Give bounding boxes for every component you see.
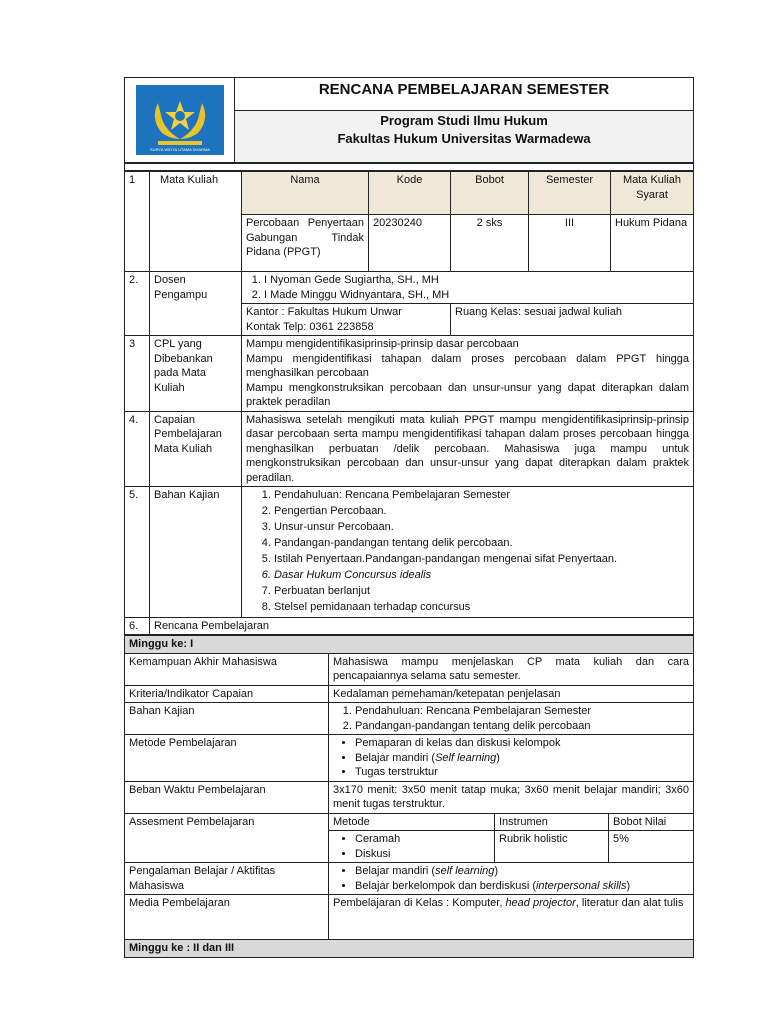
week1-bahan-label: Bahan Kajian [125,703,329,735]
week1-bahan-item: 1. Pendahuluan: Rencana Pembelajaran Semester [355,704,689,719]
col-semester: Semester [529,172,611,215]
pengalaman-term: interpersonal skills [535,879,627,892]
document-title: RENCANA PEMBELAJARAN SEMESTER [235,78,694,111]
col-bobot: Bobot [451,172,529,215]
metode-term: Self learning [435,751,497,764]
university-logo [136,85,224,155]
bahan-item: 4. Pandangan-pandangan tentang delik percobaan. [274,536,689,552]
course-table [124,171,694,635]
pengalaman-list [329,863,694,895]
cpl-line: Mampu mengidentifikasiprinsip-prinsip dasar percobaan [246,338,519,351]
week1-table [124,635,694,958]
pengalaman-term: self learning [435,865,495,878]
media-label: Media Pembelajaran [125,895,329,940]
week1-bahan-list [329,703,694,735]
course-semester: III [529,215,611,272]
asesmen-label: Assesment Pembelajaran [125,813,329,863]
beban-text: 3x170 menit: 3x50 menit tatap muka; 3x60 menit belajar mandiri; 3x60 menit tugas terstruktur. [329,781,694,813]
rps-document [124,77,694,958]
asesmen-bobot: 5% [609,831,694,863]
metode-label: Metode Pembelajaran [125,735,329,782]
bahan-item: 6. Dasar Hukum Concursus idealis [274,568,689,584]
pengalaman-text: ) [494,865,499,878]
faculty-name: Fakultas Hukum Universitas Warmadewa [337,131,591,147]
row-1-number: 1 [125,172,150,272]
logo-caption: SURYA WIDYA UTAMA DHARMA [149,147,210,152]
spacer-table [124,163,694,171]
dosen-label: Dosen Pengampu [150,272,242,336]
program-faculty [235,110,694,162]
row-5-number: 5. [125,487,150,618]
pengalaman-label: Pengalaman Belajar / Aktifitas Mahasiswa [125,863,329,895]
logo-cell [125,78,235,163]
cpl-line: Mampu mengkonstruksikan percobaan dan unsur-unsur yang dapat diterapkan dalam praktek peradilan [246,381,689,409]
col-syarat: Mata Kuliah Syarat [611,172,694,215]
classroom: Ruang Kelas: sesuai jadwal kuliah [451,304,694,336]
row-2-number: 2. [125,272,150,336]
metode-list [329,735,694,782]
contact-phone: Kontak Telp: 0361 223858 [246,320,374,333]
metode-text: Belajar mandiri ( [355,751,436,764]
bahan-item: 1. Pendahuluan: Rencana Pembelajaran Semester [274,488,689,504]
cpl-label: CPL yang Dibebankan pada Mata Kuliah [150,336,242,412]
pengalaman-item [355,879,689,894]
metode-text: ) [496,751,500,764]
asesmen-col-bobot: Bobot Nilai [609,813,694,831]
media-part: Pembelajaran di Kelas : Komputer, [333,897,506,910]
course-prerequisite: Hukum Pidana [611,215,694,272]
office: Kantor : Fakultas Hukum Unwar [246,306,402,319]
asesmen-col-instrumen: Instrumen [495,813,609,831]
beban-label: Beban Waktu Pembelajaran [125,781,329,813]
course-credits: 2 sks [451,215,529,272]
cpl-line: Mampu mengidentifikasi tahapan dalam proses percobaan dalam PPGT hingga menghasilkan percobaan [246,352,689,380]
header-table [124,77,694,163]
media-text [329,895,694,940]
row-6-number: 6. [125,617,150,635]
bahan-item: 7. Perbuatan berlanjut [274,584,689,600]
metode-item: • Tugas terstruktur [355,765,689,780]
program-name: Program Studi Ilmu Hukum [380,112,548,128]
course-code: 20230240 [369,215,451,272]
cpmk-content: Mahasiswa setelah mengikuti mata kuliah PPGT mampu mengidentifikasiprinsip-prinsip dasar percobaan serta mampu mengidentifikasi tahapan dalam proses percobaan hingga menghasilkan perbuatan /delik percobaan. Mahasiswa juga mampu untuk mengkonstruksikan percobaan dan unsur-unsur yang dapat diterapkan dalam praktek peradilan. [242,411,694,487]
pengalaman-text: Belajar berkelompok dan berdiskusi ( [355,879,536,892]
asesmen-metode-item: • Diskusi [355,847,490,862]
rencana-label: Rencana Pembelajaran [150,617,694,635]
asesmen-instrumen: Rubrik holistic [495,831,609,863]
col-nama: Nama [242,172,369,215]
col-kode: Kode [369,172,451,215]
office-contact [242,304,451,336]
cpmk-label: Capaian Pembelajaran Mata Kuliah [150,411,242,487]
week2-title: Minggu ke : II dan III [125,940,694,958]
metode-item [355,751,689,766]
week1-bahan-item: 2. Pandangan-pandangan tentang delik percobaan [355,719,689,734]
metode-item: • Pemaparan di kelas dan diskusi kelompok [355,736,689,751]
media-part: , literatur dan alat tulis [575,897,684,910]
asesmen-col-metode: Metode [329,813,495,831]
mata-kuliah-label: Mata Kuliah [150,172,242,272]
kriteria-text: Kedalaman pemehaman/ketepatan penjelasan [329,685,694,703]
logo-emblem-icon [136,85,224,155]
lecturer-list [242,272,694,304]
asesmen-metode-list [329,831,495,863]
pengalaman-text: ) [626,879,631,892]
bahan-item: 8. Stelsel pemidanaan terhadap concursus [274,600,689,616]
course-name: Percobaan Penyertaan Gabungan Tindak Pidana (PPGT) [242,215,369,272]
bahan-item: 5. Istilah Penyertaan.Pandangan-pandangan mengenai sifat Penyertaan. [274,552,689,568]
lecturer-item: 2. I Made Minggu Widnyantara, SH., MH [264,288,689,303]
bahan-label: Bahan Kajian [150,487,242,618]
asesmen-metode-item: • Ceramah [355,832,490,847]
pengalaman-text: Belajar mandiri ( [355,865,436,878]
kam-text: Mahasiswa mampu menjelaskan CP mata kuliah dan cara pencapaiannya selama satu semester. [329,653,694,685]
cpl-content [242,336,694,412]
lecturer-item: 1. I Nyoman Gede Sugiartha, SH., MH [264,273,689,288]
pengalaman-item [355,864,689,879]
bahan-item: 2. Pengertian Percobaan. [274,504,689,520]
kam-label: Kemampuan Akhir Mahasiswa [125,653,329,685]
kriteria-label: Kriteria/Indikator Capaian [125,685,329,703]
media-term: head projector [505,897,576,910]
bahan-item: 3. Unsur-unsur Percobaan. [274,520,689,536]
week1-title: Minggu ke: I [125,636,694,654]
bahan-list-cell [242,487,694,618]
row-4-number: 4. [125,411,150,487]
row-3-number: 3 [125,336,150,412]
